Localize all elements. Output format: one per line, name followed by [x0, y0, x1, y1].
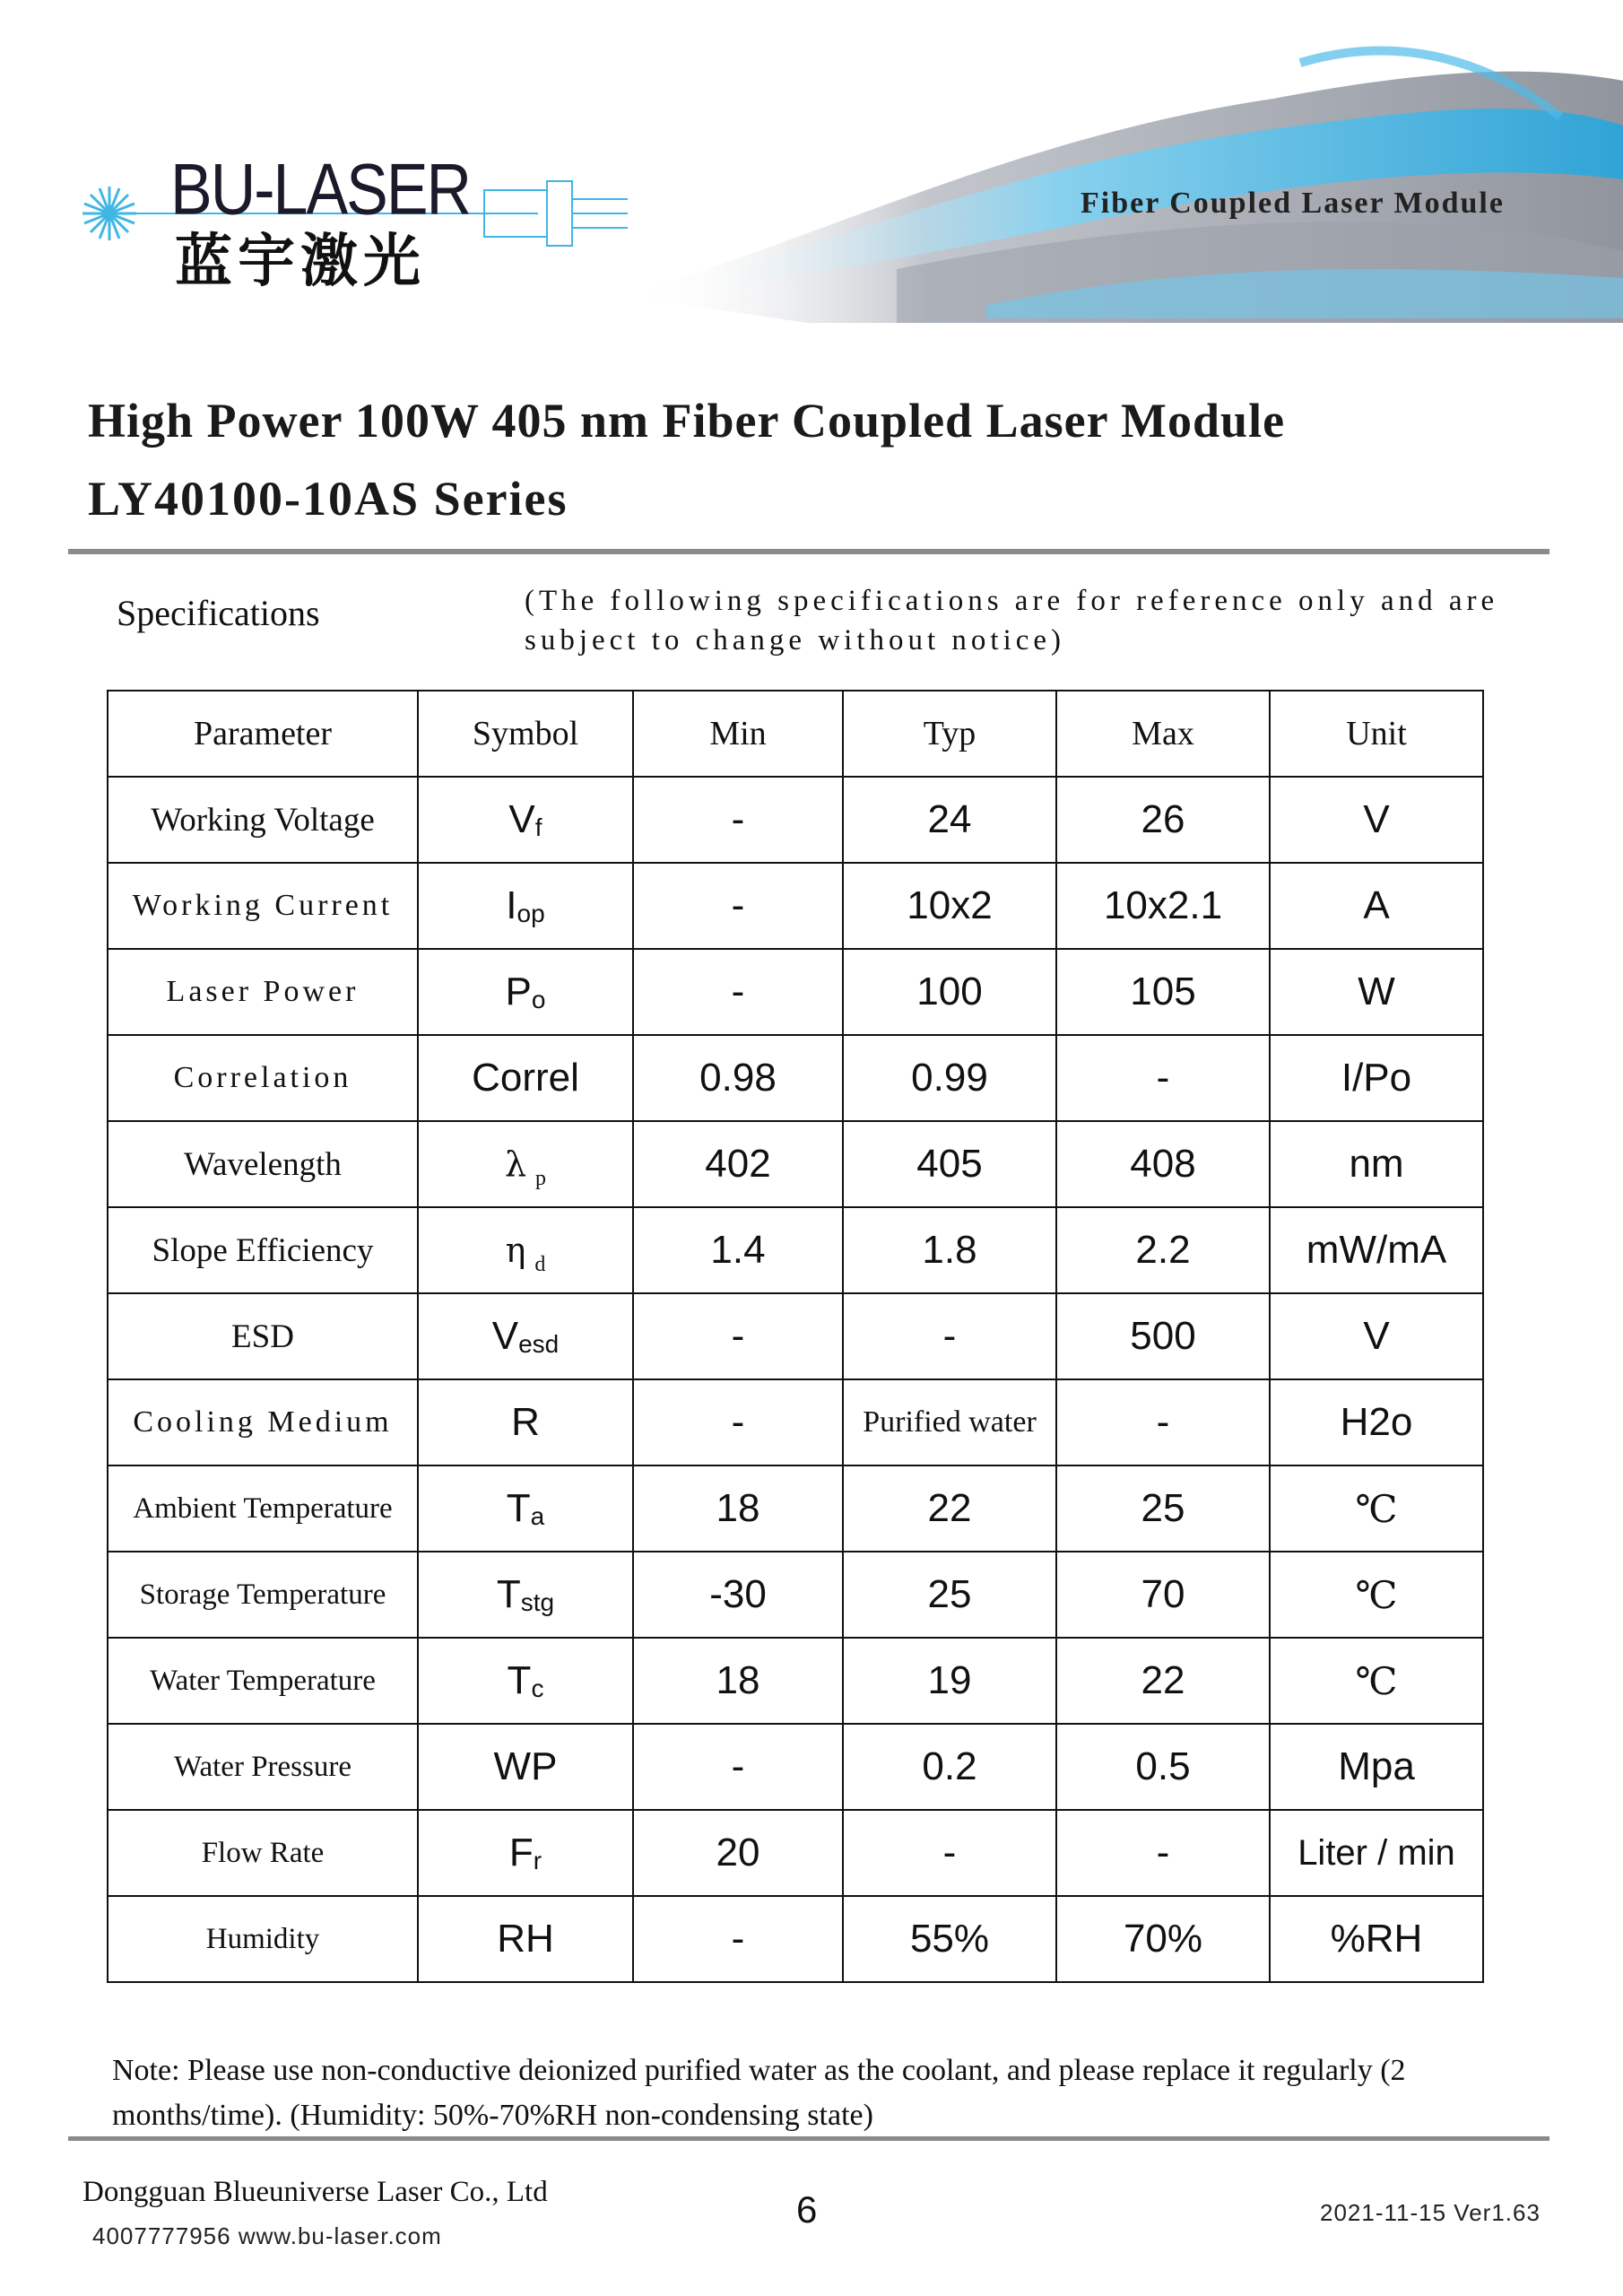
cell-max: 408	[1056, 1121, 1270, 1207]
cell-typ: -	[843, 1293, 1056, 1379]
symbol-subscript: r	[533, 1847, 542, 1874]
symbol-main: λ	[504, 1144, 527, 1184]
logo-wordmark: BU-LASER	[170, 149, 471, 230]
cell-min: -	[633, 777, 843, 863]
cell-unit: V	[1270, 777, 1483, 863]
cell-min: 0.98	[633, 1035, 843, 1121]
symbol-main: V	[508, 797, 535, 841]
table-row	[108, 1552, 1483, 1638]
symbol-subscript: p	[535, 1167, 547, 1190]
cell-max: -	[1056, 1379, 1270, 1465]
cell-symbol	[418, 1810, 633, 1896]
cell-max: 0.5	[1056, 1724, 1270, 1810]
cell-symbol	[418, 1293, 633, 1379]
table-header-row	[108, 691, 1483, 777]
bottom-divider	[68, 2136, 1549, 2141]
table-row	[108, 1035, 1483, 1121]
symbol-subscript: f	[534, 813, 542, 841]
table-row	[108, 863, 1483, 949]
header-typ: Typ	[843, 691, 1056, 777]
page-title: High Power 100W 405 nm Fiber Coupled Laser Module	[88, 394, 1286, 448]
cell-typ: 25	[843, 1552, 1056, 1638]
table-row	[108, 1896, 1483, 1982]
cell-symbol	[418, 1724, 633, 1810]
cell-max: 500	[1056, 1293, 1270, 1379]
cell-parameter: ESD	[108, 1293, 418, 1379]
header-unit: Unit	[1270, 691, 1483, 777]
cell-symbol	[418, 1207, 633, 1293]
cell-max: 2.2	[1056, 1207, 1270, 1293]
cell-max: 105	[1056, 949, 1270, 1035]
table-row	[108, 1638, 1483, 1724]
cell-min: 18	[633, 1638, 843, 1724]
cell-symbol	[418, 1379, 633, 1465]
cell-min: -	[633, 1724, 843, 1810]
cell-typ: 0.2	[843, 1724, 1056, 1810]
cell-typ: 10x2	[843, 863, 1056, 949]
symbol-subscript: stg	[520, 1588, 555, 1616]
cell-typ: 55%	[843, 1896, 1056, 1982]
table-row	[108, 1121, 1483, 1207]
cell-typ: Purified water	[843, 1379, 1056, 1465]
symbol-main: Correl	[472, 1056, 579, 1100]
symbol-main: η	[505, 1231, 526, 1270]
cell-min: 1.4	[633, 1207, 843, 1293]
cell-unit: ℃	[1270, 1465, 1483, 1552]
cell-typ: 24	[843, 777, 1056, 863]
symbol-subscript: esd	[518, 1330, 560, 1358]
footer-version: 2021-11-15 Ver1.63	[1320, 2199, 1541, 2226]
cell-unit: A	[1270, 863, 1483, 949]
cell-unit: Mpa	[1270, 1724, 1483, 1810]
cell-max: 70%	[1056, 1896, 1270, 1982]
cell-max: 22	[1056, 1638, 1270, 1724]
cell-max: -	[1056, 1810, 1270, 1896]
cell-min: -30	[633, 1552, 843, 1638]
table-row	[108, 1293, 1483, 1379]
symbol-main: F	[508, 1831, 534, 1874]
table-row	[108, 777, 1483, 863]
cell-min: -	[633, 863, 843, 949]
cell-typ: 100	[843, 949, 1056, 1035]
cell-unit: V	[1270, 1293, 1483, 1379]
symbol-main: I	[506, 883, 517, 927]
symbol-subscript: c	[531, 1674, 544, 1702]
footer-company: Dongguan Blueuniverse Laser Co., Ltd	[82, 2176, 548, 2208]
table-row	[108, 1379, 1483, 1465]
header-tagline: Fiber Coupled Laser Module	[1081, 187, 1505, 220]
series-title: LY40100-10AS Series	[88, 472, 568, 526]
symbol-main: T	[496, 1572, 521, 1616]
symbol-main: RH	[497, 1917, 554, 1961]
cell-max: 26	[1056, 777, 1270, 863]
symbol-main: V	[491, 1314, 519, 1358]
cell-unit: nm	[1270, 1121, 1483, 1207]
cell-typ: -	[843, 1810, 1056, 1896]
cell-parameter: Correlation	[108, 1035, 418, 1121]
cell-typ: 0.99	[843, 1035, 1056, 1121]
cell-parameter: Working Voltage	[108, 777, 418, 863]
cell-parameter: Water Temperature	[108, 1638, 418, 1724]
cell-unit: Liter / min	[1270, 1810, 1483, 1896]
cell-unit: W	[1270, 949, 1483, 1035]
cell-parameter: Cooling Medium	[108, 1379, 418, 1465]
cell-unit: ℃	[1270, 1638, 1483, 1724]
symbol-main: WP	[493, 1744, 558, 1788]
cell-min: -	[633, 949, 843, 1035]
cell-symbol	[418, 863, 633, 949]
specifications-label: Specifications	[117, 593, 320, 633]
cell-max: 70	[1056, 1552, 1270, 1638]
cell-min: -	[633, 1379, 843, 1465]
cell-symbol	[418, 1465, 633, 1552]
header-parameter: Parameter	[108, 691, 418, 777]
symbol-subscript: o	[531, 986, 546, 1013]
cell-parameter: Ambient Temperature	[108, 1465, 418, 1552]
symbol-main: P	[505, 970, 532, 1013]
cell-min: 18	[633, 1465, 843, 1552]
cell-min: 20	[633, 1810, 843, 1896]
cell-max: 10x2.1	[1056, 863, 1270, 949]
cell-parameter: Slope Efficiency	[108, 1207, 418, 1293]
table-row	[108, 1810, 1483, 1896]
footer-contact: 4007777956 www.bu-laser.com	[92, 2222, 442, 2249]
symbol-subscript: d	[534, 1253, 546, 1276]
cell-symbol	[418, 777, 633, 863]
specifications-table	[107, 690, 1484, 1983]
header-max: Max	[1056, 691, 1270, 777]
cell-parameter: Humidity	[108, 1896, 418, 1982]
top-divider	[68, 549, 1549, 554]
cell-unit: I/Po	[1270, 1035, 1483, 1121]
coolant-note: Note: Please use non-conductive deionized purified water as the coolant, and please replace it regularly (2 months/time). (Humidity: 50%-70%RH non-condensing state)	[112, 2054, 1406, 2132]
cell-typ: 19	[843, 1638, 1056, 1724]
cell-typ: 1.8	[843, 1207, 1056, 1293]
cell-unit: ℃	[1270, 1552, 1483, 1638]
logo-chinese: 蓝宇激光	[175, 229, 426, 295]
cell-typ: 405	[843, 1121, 1056, 1207]
cell-max: 25	[1056, 1465, 1270, 1552]
symbol-main: R	[511, 1400, 540, 1444]
symbol-main: T	[507, 1658, 532, 1702]
cell-symbol	[418, 1896, 633, 1982]
cell-parameter: Wavelength	[108, 1121, 418, 1207]
cell-symbol	[418, 1035, 633, 1121]
cell-parameter: Water Pressure	[108, 1724, 418, 1810]
cell-min: -	[633, 1896, 843, 1982]
cell-min: -	[633, 1293, 843, 1379]
cell-symbol	[418, 1121, 633, 1207]
cell-symbol	[418, 1552, 633, 1638]
table-body	[108, 777, 1483, 1982]
cell-unit: mW/mA	[1270, 1207, 1483, 1293]
table-row	[108, 1465, 1483, 1552]
symbol-subscript: a	[530, 1502, 545, 1530]
cell-unit: %RH	[1270, 1896, 1483, 1982]
cell-symbol	[418, 949, 633, 1035]
cell-typ: 22	[843, 1465, 1056, 1552]
header-min: Min	[633, 691, 843, 777]
cell-parameter: Working Current	[108, 863, 418, 949]
cell-symbol	[418, 1638, 633, 1724]
specifications-disclaimer: (The following specifications are for reference only and are subject to change without notice)	[525, 585, 1499, 657]
symbol-subscript: op	[516, 900, 545, 927]
cell-min: 402	[633, 1121, 843, 1207]
page-header	[0, 0, 1623, 341]
table-row	[108, 1207, 1483, 1293]
cell-parameter: Storage Temperature	[108, 1552, 418, 1638]
header-symbol: Symbol	[418, 691, 633, 777]
cell-parameter: Laser Power	[108, 949, 418, 1035]
cell-max: -	[1056, 1035, 1270, 1121]
cell-unit: H2o	[1270, 1379, 1483, 1465]
table-row	[108, 949, 1483, 1035]
symbol-main: T	[506, 1486, 531, 1530]
cell-parameter: Flow Rate	[108, 1810, 418, 1896]
page-number: 6	[796, 2188, 818, 2231]
table-row	[108, 1724, 1483, 1810]
